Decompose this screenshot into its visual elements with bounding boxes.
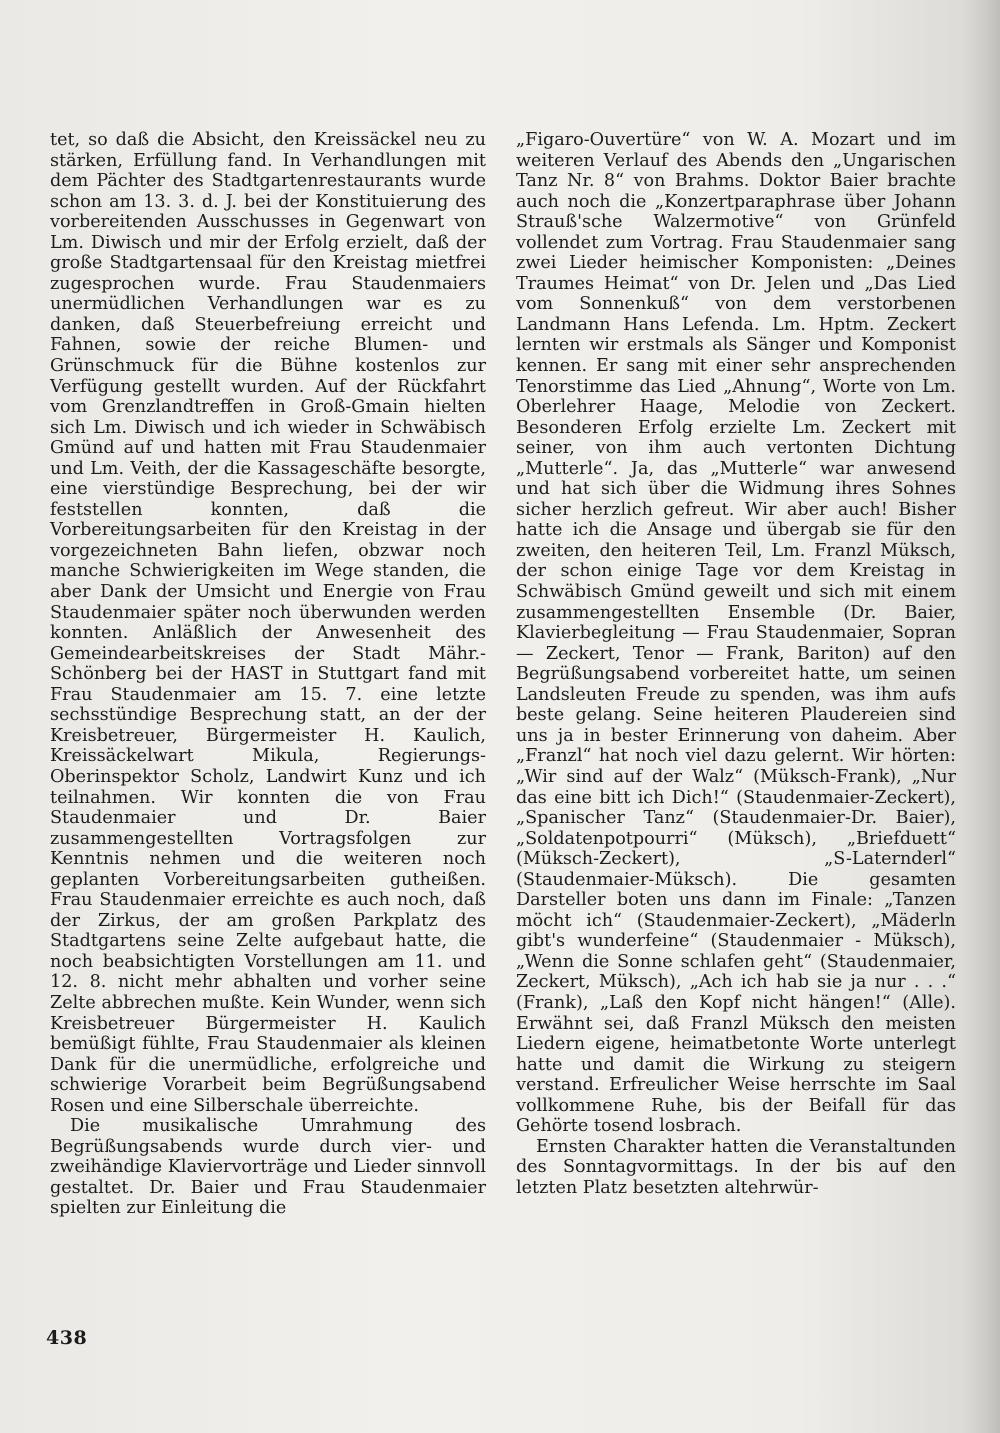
page-fold-shadow xyxy=(962,0,1000,1433)
paragraph: tet, so daß die Absicht, den Kreissäckel neu zu stärken, Erfüllung fand. In Verhandlungen mit dem Pächter des Stadtgartenrestaurants wurde schon am 13. 3. d. J. bei der Konstituierung des vorbereitenden Ausschusses in Gegenwart von Lm. Diwisch und mir der Erfolg erzielt, daß der große Stadtgartensaal für den Kreistag mietfrei zugesprochen wurde. Frau Staudenmaiers unermüdlichen Verhandlungen war es zu danken, daß Steuerbefreiung erreicht und Fahnen, sowie der reiche Blumen- und Grünschmuck für die Bühne kostenlos zur Verfügung gestellt wurden. Auf der Rückfahrt vom Grenzlandtreffen in Groß-Gmain hielten sich Lm. Diwisch und ich wieder in Schwäbisch Gmünd auf und hatten mit Frau Staudenmaier und Lm. Veith, der die Kassageschäfte besorgte, eine vierstündige Besprechung, bei der wir feststellen konnten, daß die Vorbereitungsarbeiten für den Kreistag in der vorgezeichneten Bahn liefen, obzwar noch manche Schwierigkeiten im Wege standen, die aber Dank der Umsicht und Energie von Frau Staudenmaier später noch überwunden werden konnten. Anläßlich der Anwesenheit des Gemeindearbeitskreises der Stadt Mähr.-Schönberg bei der HAST in Stuttgart fand mit Frau Staudenmaier am 15. 7. eine letzte sechsstündige Besprechung statt, an der der Kreisbetreuer, Bürgermeister H. Kaulich, Kreissäckelwart Mikula, Regierungs-Oberinspektor Scholz, Landwirt Kunz und ich teilnahmen. Wir konnten die von Frau Staudenmaier und Dr. Baier zusammengestellten Vortragsfolgen zur Kenntnis nehmen und die weiteren noch geplanten Vorbereitungsarbeiten gutheißen. Frau Staudenmaier erreichte es auch noch, daß der Zirkus, der am großen Parkplatz des Stadtgartens seine Zelte aufgebaut hatte, die noch beabsichtigten Vorstellungen am 11. und 12. 8. nicht mehr abhalten und vorher seine Zelte abbrechen mußte. Kein Wunder, wenn sich Kreisbetreuer Bürgermeister H. Kaulich bemüßigt fühlte, Frau Staudenmaier als kleinen Dank für die unermüdliche, erfolgreiche und schwierige Vorarbeit beim Begrüßungsabend Rosen und eine Silberschale überreichte. xyxy=(50,130,486,1116)
left-column xyxy=(50,130,486,1219)
page-number: 438 xyxy=(46,1327,88,1349)
right-column xyxy=(516,130,956,1198)
paragraph: Die musikalische Umrahmung des Begrüßungsabends wurde durch vier- und zweihändige Klaviervorträge und Lieder sinnvoll gestaltet. Dr. Baier und Frau Staudenmaier spielten zur Einleitung die xyxy=(50,1116,486,1219)
paragraph: Ernsten Charakter hatten die Veranstaltunden des Sonntagvormittags. In der bis auf den letzten Platz besetzten altehrwür- xyxy=(516,1136,956,1198)
paragraph: „Figaro-Ouvertüre“ von W. A. Mozart und im weiteren Verlauf des Abends den „Ungarischen Tanz Nr. 8“ von Brahms. Doktor Baier brachte auch noch die „Konzertparaphrase über Johann Strauß'sche Walzermotive“ von Grünfeld vollendet zum Vortrag. Frau Staudenmaier sang zwei Lieder heimischer Komponisten: „Deines Traumes Heimat“ von Dr. Jelen und „Das Lied vom Sonnenkuß“ von dem verstorbenen Landmann Hans Lefenda. Lm. Hptm. Zeckert lernten wir erstmals als Sänger und Komponist kennen. Er sang mit einer sehr ansprechenden Tenorstimme das Lied „Ahnung“, Worte von Lm. Oberlehrer Haage, Melodie von Zeckert. Besonderen Erfolg erzielte Lm. Zeckert mit seiner, von ihm auch vertonten Dichtung „Mutterle“. Ja, das „Mutterle“ war anwesend und hat sich über die Widmung ihres Sohnes sicher herzlich gefreut. Wir aber auch! Bisher hatte ich die Ansage und übergab sie für den zweiten, den heiteren Teil, Lm. Franzl Müksch, der schon einige Tage vor dem Kreistag in Schwäbisch Gmünd geweilt und sich mit einem zusammengestellten Ensemble (Dr. Baier, Klavierbegleitung — Frau Staudenmaier, Sopran — Zeckert, Tenor — Frank, Bariton) auf den Begrüßungsabend vorbereitet hatte, um seinen Landsleuten Freude zu spenden, was ihm aufs beste gelang. Seine heiteren Plaudereien sind uns ja in bester Erinnerung von daheim. Aber „Franzl“ hat noch viel dazu gelernt. Wir hörten: „Wir sind auf der Walz“ (Müksch-Frank), „Nur das eine bitt ich Dich!“ (Staudenmaier-Zeckert), „Spanischer Tanz“ (Staudenmaier-Dr. Baier), „Soldatenpotpourri“ (Müksch), „Briefduett“ (Müksch-Zeckert), „S-Laternderl“ (Staudenmaier-Müksch). Die gesamten Darsteller boten uns dann im Finale: „Tanzen möcht ich“ (Staudenmaier-Zeckert), „Mäderln gibt's wunderfeine“ (Staudenmaier - Müksch), „Wenn die Sonne schlafen geht“ (Staudenmaier, Zeckert, Müksch), „Ach ich hab sie ja nur . . .“ (Frank), „Laß den Kopf nicht hängen!“ (Alle). Erwähnt sei, daß Franzl Müksch den meisten Liedern eigene, heimatbetonte Worte unterlegt hatte und damit die Wirkung zu steigern verstand. Erfreulicher Weise herrschte im Saal vollkommene Ruhe, bis der Beifall für das Gehörte tosend losbrach. xyxy=(516,130,956,1137)
